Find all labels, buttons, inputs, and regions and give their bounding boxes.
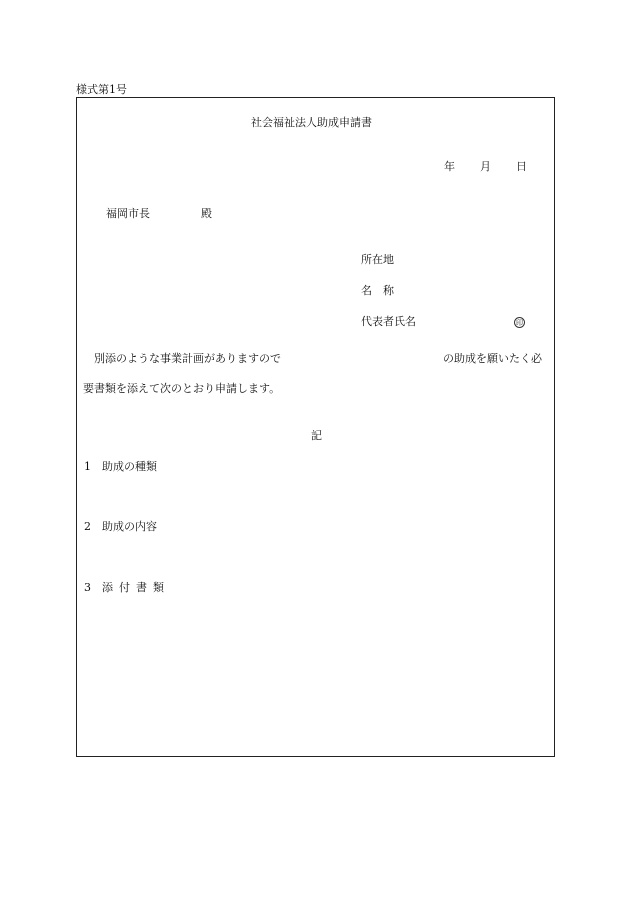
seal-mark-icon xyxy=(514,316,525,328)
applicant-address-label: 所在地 xyxy=(361,253,394,266)
applicant-representative-label: 代表者氏名 xyxy=(361,315,416,328)
date-day: 日 xyxy=(516,160,527,173)
applicant-name-label: 名 称 xyxy=(361,284,394,297)
item-label: 添付書類 xyxy=(102,581,170,594)
seal-text: 印 xyxy=(516,319,523,327)
item-label: 助成の種類 xyxy=(102,460,157,473)
body-line2: 要書類を添えて次のとおり申請します。 xyxy=(83,382,281,395)
form-title: 社会福祉法人助成申請書 xyxy=(251,116,372,129)
item-number: 1 xyxy=(84,460,91,473)
body-line1-suffix: の助成を願いたく必 xyxy=(443,352,542,365)
item-number: 2 xyxy=(84,520,91,533)
addressee-name: 福岡市長 xyxy=(106,207,150,220)
application-form xyxy=(76,97,555,757)
item-label: 助成の内容 xyxy=(102,520,157,533)
date-year: 年 xyxy=(444,160,455,173)
item-number: 3 xyxy=(84,581,91,594)
ki-heading: 記 xyxy=(311,429,322,442)
addressee-honorific: 殿 xyxy=(201,207,212,220)
body-line1-prefix: 別添のような事業計画がありますので xyxy=(94,352,281,365)
form-number: 様式第1号 xyxy=(76,83,127,96)
date-month: 月 xyxy=(480,160,491,173)
